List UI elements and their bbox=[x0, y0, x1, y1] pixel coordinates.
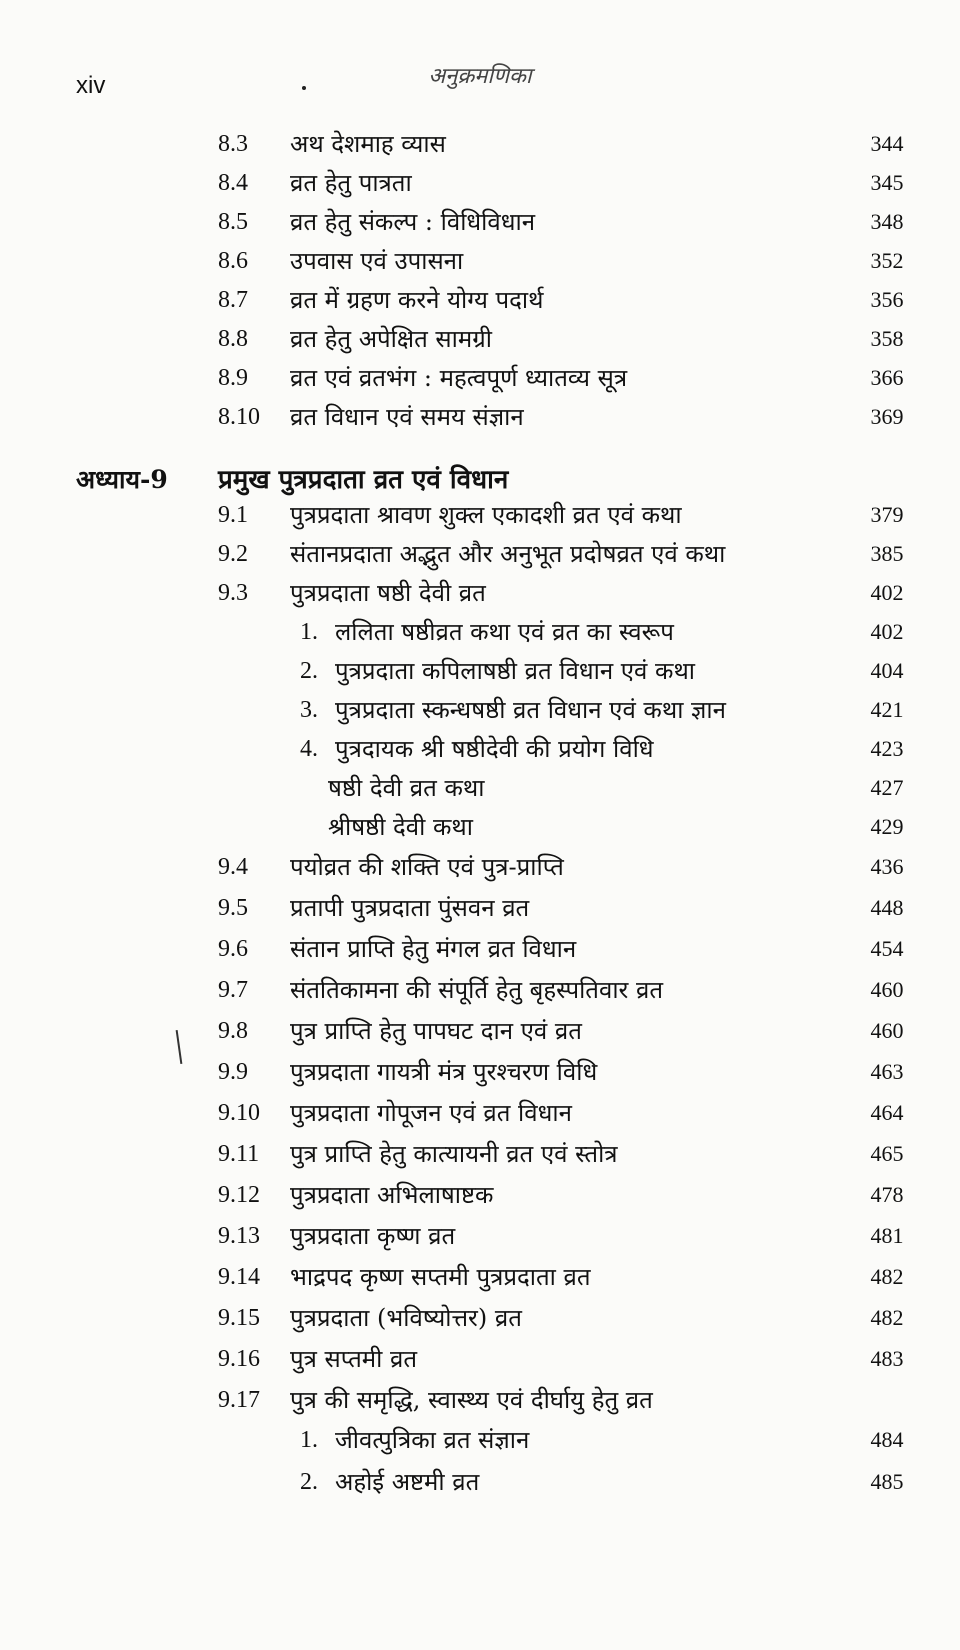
running-title: अनुक्रमणिका bbox=[428, 64, 532, 89]
entry-title: पुत्रप्रदाता गोपूजन एवं व्रत विधान bbox=[290, 1099, 572, 1127]
toc-row bbox=[0, 849, 960, 885]
entry-title: पुत्रप्रदाता कृष्ण व्रत bbox=[290, 1222, 456, 1250]
subentry-page: 404 bbox=[870, 658, 904, 683]
entry-number: 9.14 bbox=[218, 1264, 260, 1290]
entry-title: उपवास एवं उपासना bbox=[290, 247, 464, 275]
entry-title: अथ देशमाह व्यास bbox=[290, 130, 446, 158]
entry-title: पुत्र प्राप्ति हेतु पापघट दान एवं व्रत bbox=[290, 1017, 582, 1045]
toc-row bbox=[0, 1218, 960, 1254]
subentry-number: 1. bbox=[300, 619, 318, 645]
toc-row bbox=[0, 1341, 960, 1377]
entry-page: 464 bbox=[870, 1100, 904, 1125]
toc-row bbox=[0, 809, 960, 845]
entry-number: 9.12 bbox=[218, 1182, 260, 1208]
entry-page: 448 bbox=[870, 895, 904, 920]
entry-title: पुत्रप्रदाता अभिलाषाष्टक bbox=[290, 1181, 494, 1209]
entry-number: 9.17 bbox=[218, 1387, 260, 1413]
entry-title: पुत्र प्राप्ति हेतु कात्यायनी व्रत एवं स्तोत्र bbox=[290, 1140, 618, 1168]
entry-number: 9.13 bbox=[218, 1223, 260, 1249]
entry-title: व्रत हेतु संकल्प : विधिविधान bbox=[290, 208, 536, 236]
entry-number: 9.5 bbox=[218, 895, 248, 921]
entry-number: 9.6 bbox=[218, 936, 248, 962]
entry-title: संततिकामना की संपूर्ति हेतु बृहस्पतिवार व्रत bbox=[290, 976, 664, 1004]
entry-number: 8.9 bbox=[218, 365, 248, 391]
toc-row bbox=[0, 1054, 960, 1090]
toc-row bbox=[0, 1095, 960, 1131]
toc-row bbox=[0, 536, 960, 572]
entry-page: 465 bbox=[870, 1141, 904, 1166]
subentry-title: ललिता षष्ठीव्रत कथा एवं व्रत का स्वरूप bbox=[335, 618, 674, 646]
toc-row bbox=[0, 1300, 960, 1336]
chapter-title: प्रमुख पुत्रप्रदाता व्रत एवं विधान bbox=[218, 465, 509, 495]
subentry-page: 427 bbox=[870, 775, 904, 800]
entry-number: 9.9 bbox=[218, 1059, 248, 1085]
toc-row bbox=[0, 614, 960, 650]
entry-page: 356 bbox=[870, 287, 904, 312]
subentry-number: 1. bbox=[300, 1427, 318, 1453]
toc-row bbox=[0, 1013, 960, 1049]
entry-page: 436 bbox=[870, 854, 904, 879]
toc-row bbox=[0, 731, 960, 767]
toc-row bbox=[0, 1177, 960, 1213]
toc-row bbox=[0, 360, 960, 396]
entry-page: 460 bbox=[870, 977, 904, 1002]
entry-title: पुत्रप्रदाता श्रावण शुक्ल एकादशी व्रत एवं कथा bbox=[290, 501, 682, 529]
toc-row bbox=[0, 1259, 960, 1295]
subentry-page: 423 bbox=[870, 736, 904, 761]
chapter-heading bbox=[0, 462, 960, 498]
entry-number: 9.1 bbox=[218, 502, 248, 528]
toc-row bbox=[0, 1136, 960, 1172]
toc-row bbox=[0, 399, 960, 435]
entry-number: 9.15 bbox=[218, 1305, 260, 1331]
entry-page: 379 bbox=[870, 502, 904, 527]
entry-page: 348 bbox=[870, 209, 904, 234]
subentry-title: जीवत्पुत्रिका व्रत संज्ञान bbox=[335, 1426, 530, 1454]
entry-number: 9.10 bbox=[218, 1100, 260, 1126]
subentry-page: 429 bbox=[870, 814, 904, 839]
entry-page: 482 bbox=[870, 1305, 904, 1330]
entry-title: पुत्रप्रदाता (भविष्योत्तर) व्रत bbox=[290, 1304, 522, 1332]
entry-page: 345 bbox=[870, 170, 904, 195]
entry-title: व्रत में ग्रहण करने योग्य पदार्थ bbox=[290, 286, 544, 314]
subentry-number: 2. bbox=[300, 658, 318, 684]
entry-number: 8.6 bbox=[218, 248, 248, 274]
toc-row bbox=[0, 497, 960, 533]
toc-row bbox=[0, 1422, 960, 1458]
entry-title: व्रत हेतु अपेक्षित सामग्री bbox=[290, 325, 492, 353]
entry-title: व्रत एवं व्रतभंग : महत्वपूर्ण ध्यातव्य सूत्र bbox=[290, 364, 628, 392]
toc-row bbox=[0, 321, 960, 357]
subentry-title: पुत्रप्रदाता स्कन्धषष्ठी व्रत विधान एवं कथा ज्ञान bbox=[335, 696, 726, 724]
subentry-page: 402 bbox=[870, 619, 904, 644]
entry-number: 8.3 bbox=[218, 131, 248, 157]
subentry-title: पुत्रप्रदाता कपिलाषष्ठी व्रत विधान एवं कथा bbox=[335, 657, 696, 685]
entry-page: 460 bbox=[870, 1018, 904, 1043]
subentry-title: पुत्रदायक श्री षष्ठीदेवी की प्रयोग विधि bbox=[335, 735, 654, 763]
entry-number: 9.11 bbox=[218, 1141, 260, 1167]
entry-number: 8.4 bbox=[218, 170, 248, 196]
entry-number: 9.3 bbox=[218, 580, 248, 606]
subentry-number: 4. bbox=[300, 736, 318, 762]
entry-page: 481 bbox=[870, 1223, 904, 1248]
toc-row bbox=[0, 972, 960, 1008]
entry-page: 454 bbox=[870, 936, 904, 961]
entry-page: 483 bbox=[870, 1346, 904, 1371]
toc-row bbox=[0, 890, 960, 926]
entry-title: पुत्रप्रदाता षष्ठी देवी व्रत bbox=[290, 579, 486, 607]
toc-row bbox=[0, 204, 960, 240]
toc-row bbox=[0, 770, 960, 806]
entry-title: पुत्र की समृद्धि, स्वास्थ्य एवं दीर्घायु हेतु व्रत bbox=[290, 1386, 653, 1414]
toc-row bbox=[0, 653, 960, 689]
entry-number: 9.8 bbox=[218, 1018, 248, 1044]
toc-row bbox=[0, 243, 960, 279]
entry-number: 9.4 bbox=[218, 854, 248, 880]
entry-page: 463 bbox=[870, 1059, 904, 1084]
entry-title: प्रतापी पुत्रप्रदाता पुंसवन व्रत bbox=[290, 894, 530, 922]
entry-page: 385 bbox=[870, 541, 904, 566]
entry-title: पुत्रप्रदाता गायत्री मंत्र पुरश्चरण विधि bbox=[290, 1058, 598, 1086]
entry-page: 482 bbox=[870, 1264, 904, 1289]
subentry-title: श्रीषष्ठी देवी कथा bbox=[328, 813, 473, 841]
entry-page: 358 bbox=[870, 326, 904, 351]
entry-page: 366 bbox=[870, 365, 904, 390]
entry-number: 9.16 bbox=[218, 1346, 260, 1372]
entry-number: 9.7 bbox=[218, 977, 248, 1003]
subentry-page: 484 bbox=[870, 1427, 904, 1452]
toc-row bbox=[0, 165, 960, 201]
entry-page: 369 bbox=[870, 404, 904, 429]
chapter-label: अध्याय-9 bbox=[76, 465, 168, 494]
toc-row bbox=[0, 931, 960, 967]
entry-number: 8.7 bbox=[218, 287, 248, 313]
entry-number: 8.10 bbox=[218, 404, 260, 430]
entry-page: 402 bbox=[870, 580, 904, 605]
entry-title: पुत्र सप्तमी व्रत bbox=[290, 1345, 418, 1373]
subentry-title: अहोई अष्टमी व्रत bbox=[335, 1468, 480, 1496]
entry-page: 352 bbox=[870, 248, 904, 273]
entry-number: 8.5 bbox=[218, 209, 248, 235]
toc-row bbox=[0, 282, 960, 318]
subentry-number: 2. bbox=[300, 1469, 318, 1495]
entry-title: व्रत हेतु पात्रता bbox=[290, 169, 412, 197]
page-number: xiv bbox=[76, 72, 106, 99]
subentry-number: 3. bbox=[300, 697, 318, 723]
entry-page: 478 bbox=[870, 1182, 904, 1207]
entry-number: 8.8 bbox=[218, 326, 248, 352]
toc-row bbox=[0, 1464, 960, 1500]
entry-title: संतानप्रदाता अद्भुत और अनुभूत प्रदोषव्रत एवं कथा bbox=[290, 540, 726, 568]
toc-row bbox=[0, 692, 960, 728]
toc-row bbox=[0, 126, 960, 162]
toc-row bbox=[0, 1382, 960, 1418]
subentry-page: 485 bbox=[870, 1469, 904, 1494]
entry-page: 344 bbox=[870, 131, 904, 156]
entry-title: व्रत विधान एवं समय संज्ञान bbox=[290, 403, 524, 431]
entry-title: संतान प्राप्ति हेतु मंगल व्रत विधान bbox=[290, 935, 577, 963]
entry-number: 9.2 bbox=[218, 541, 248, 567]
entry-title: भाद्रपद कृष्ण सप्तमी पुत्रप्रदाता व्रत bbox=[290, 1263, 591, 1291]
subentry-page: 421 bbox=[870, 697, 904, 722]
subentry-title: षष्ठी देवी व्रत कथा bbox=[328, 774, 485, 802]
toc-row bbox=[0, 575, 960, 611]
entry-title: पयोव्रत की शक्ति एवं पुत्र-प्राप्ति bbox=[290, 853, 564, 881]
